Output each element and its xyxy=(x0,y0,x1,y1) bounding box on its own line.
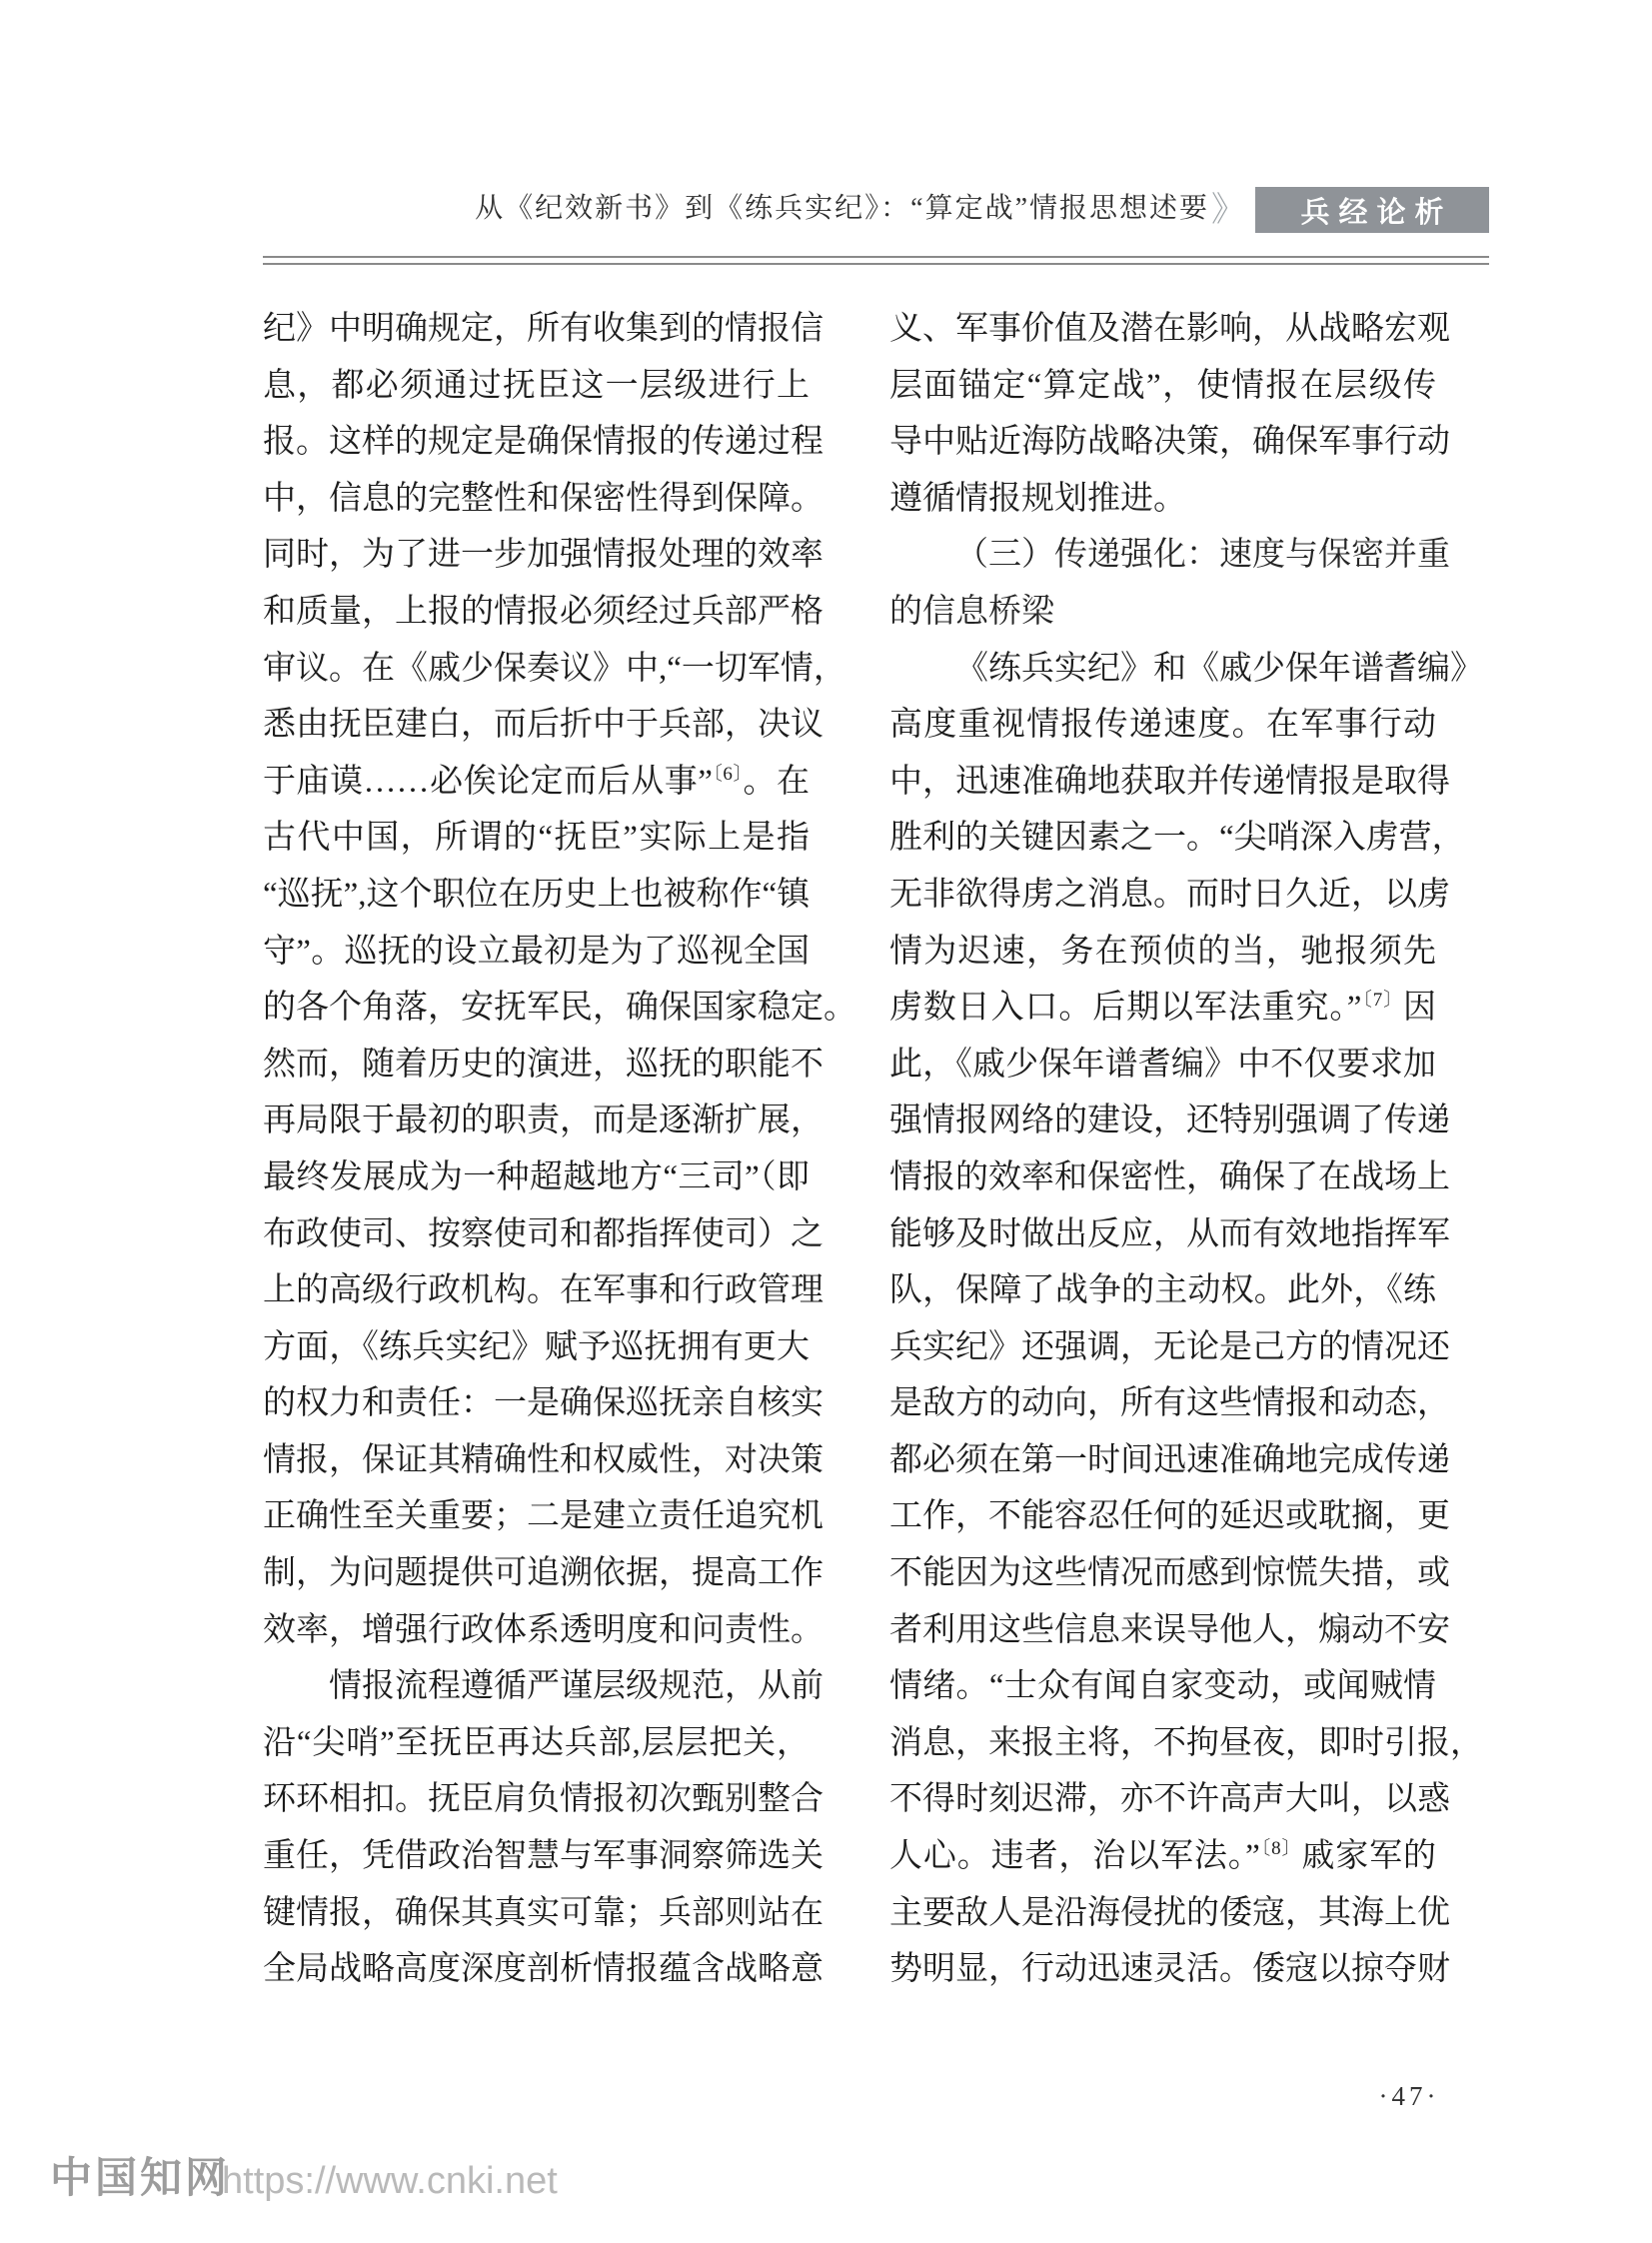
subsection-heading-line: 的信息桥梁 xyxy=(889,593,1054,630)
quote-text: 人心。违者，治以军法。” xyxy=(889,1838,1260,1875)
body-line: 古代中国，所谓的“抚臣”实际上是指 xyxy=(263,820,810,857)
paragraph-end-line: 遵循情报规划推进。 xyxy=(889,480,1186,517)
body-line: 报。这样的规定是确保情报的传递过程 xyxy=(263,424,824,461)
body-line: 制，为问题提供可追溯依据，提高工作 xyxy=(263,1555,824,1592)
footnote-ref: 〔8〕 xyxy=(1259,1838,1302,1860)
body-line: 是敌方的动向，所有这些情报和动态， xyxy=(889,1385,1450,1422)
footnote-ref: 〔6〕 xyxy=(712,763,744,785)
footnote-ref: 〔7〕 xyxy=(1361,990,1403,1012)
body-line: 高度重视情报传递速度。在军事行动 xyxy=(889,707,1436,744)
body-line: 能够及时做出反应，从而有效地指挥军 xyxy=(889,1215,1450,1252)
body-line: 导中贴近海防战略决策，确保军事行动 xyxy=(889,424,1450,461)
body-line: 中，信息的完整性和保密性得到保障。 xyxy=(263,480,824,517)
body-line: 无非欲得虏之消息。而时日久近，以虏 xyxy=(889,876,1450,913)
right-column xyxy=(889,301,1483,1998)
cnki-logo: 中国知网 xyxy=(50,2154,231,2201)
body-line: 再局限于最初的职责，而是逐渐扩展， xyxy=(263,1103,824,1139)
body-line: 的权力和责任：一是确保巡抚亲自核实 xyxy=(263,1385,824,1422)
body-line: 层面锚定“算定战”，使情报在层级传 xyxy=(889,367,1436,404)
body-line: 兵实纪》还强调，无论是己方的情况还 xyxy=(889,1328,1450,1365)
paragraph-start-line: 《练兵实纪》和《戚少保年谱耆编》 xyxy=(955,650,1483,687)
left-column xyxy=(263,301,856,1998)
body-text: 。在 xyxy=(743,763,810,800)
body-line: 者利用这些信息来误导他人，煽动不安 xyxy=(889,1611,1450,1648)
body-line: 情为迟速，务在预侦的当，驰报须先 xyxy=(889,933,1436,970)
section-badge: 兵经论析 xyxy=(1255,187,1489,233)
body-line: 胜利的关键因素之一。“尖哨深入虏营， xyxy=(889,820,1465,857)
body-line: 队，保障了战争的主动权。此外，《练 xyxy=(889,1272,1436,1309)
body-line: 效率，增强行政体系透明度和问责性。 xyxy=(263,1611,824,1648)
body-line: 同时，为了进一步加强情报处理的效率 xyxy=(263,537,824,574)
header-divider xyxy=(263,256,1489,265)
body-line: 纪》中明确规定，所有收集到的情报信 xyxy=(263,311,824,347)
body-line: 此，《戚少保年谱耆编》中不仅要求加 xyxy=(889,1046,1436,1083)
body-line: 审议。在《戚少保奏议》中,“一切军情， xyxy=(263,650,846,687)
body-line: 重任，凭借政治智慧与军事洞察筛选关 xyxy=(263,1838,824,1875)
body-text: 戚家军的 xyxy=(1301,1838,1436,1875)
body-line xyxy=(889,980,1436,1037)
body-line: 键情报，确保其真实可靠；兵部则站在 xyxy=(263,1894,824,1931)
cnki-url: https://www.cnki.net xyxy=(222,2160,558,2202)
body-line: 守”。巡抚的设立最初是为了巡视全国 xyxy=(263,933,810,970)
body-line: 沿“尖哨”至抚臣再达兵部,层层把关， xyxy=(263,1724,810,1761)
body-line: 工作，不能容忍任何的延迟或耽搁，更 xyxy=(889,1498,1450,1535)
body-line: 方面，《练兵实纪》赋予巡抚拥有更大 xyxy=(263,1328,810,1365)
body-line xyxy=(263,754,810,811)
body-line: 的各个角落，安抚军民，确保国家稳定。 xyxy=(263,990,856,1027)
body-line: 强情报网络的建设，还特别强调了传递 xyxy=(889,1103,1450,1139)
subsection-heading-line: （三）传递强化：速度与保密并重 xyxy=(955,537,1450,574)
body-line: 中，迅速准确地获取并传递情报是取得 xyxy=(889,763,1450,800)
body-line: 正确性至关重要；二是建立责任追究机 xyxy=(263,1498,824,1535)
body-line: 情绪。“士众有闻自家变动，或闻贼情 xyxy=(889,1668,1436,1705)
body-line: 上的高级行政机构。在军事和行政管理 xyxy=(263,1272,824,1309)
chevron-icon: 》 xyxy=(1211,191,1245,229)
body-line: 然而，随着历史的演进，巡抚的职能不 xyxy=(263,1046,824,1083)
body-line: 主要敌人是沿海侵扰的倭寇，其海上优 xyxy=(889,1894,1450,1931)
body-line: 消息，来报主将，不拘昼夜，即时引报， xyxy=(889,1724,1483,1761)
body-line: 不得时刻迟滞，亦不许高声大叫，以惑 xyxy=(889,1781,1450,1818)
body-line: 都必须在第一时间迅速准确地完成传递 xyxy=(889,1441,1450,1478)
body-line: 义、军事价值及潜在影响，从战略宏观 xyxy=(889,311,1450,347)
body-line: 环环相扣。抚臣肩负情报初次甄别整合 xyxy=(263,1781,824,1818)
body-line: “巡抚”,这个职位在历史上也被称作“镇 xyxy=(263,876,811,913)
body-line: 和质量，上报的情报必须经过兵部严格 xyxy=(263,593,824,630)
body-line: 悉由抚臣建白，而后折中于兵部，决议 xyxy=(263,707,824,744)
body-line: 势明显，行动迅速灵活。倭寇以掠夺财 xyxy=(889,1951,1450,1988)
body-text: 因 xyxy=(1403,990,1436,1027)
body-line: 情报的效率和保密性，确保了在战场上 xyxy=(889,1158,1450,1195)
page-number: ·47· xyxy=(1378,2081,1440,2111)
article-title: 从《纪效新书》到《练兵实纪》：“算定战”情报思想述要 xyxy=(475,193,1209,224)
body-line: 全局战略高度深度剖析情报蕴含战略意 xyxy=(263,1951,824,1988)
quote-text: 虏数日入口。后期以军法重究。” xyxy=(889,990,1362,1027)
body-line: 息，都必须通过抚臣这一层级进行上 xyxy=(263,367,810,404)
body-line xyxy=(889,1828,1436,1885)
body-line: 布政使司、按察使司和都指挥使司）之 xyxy=(263,1215,824,1252)
quote-text: 于庙谟……必俟论定而后从事” xyxy=(263,763,713,800)
paragraph-start-line: 情报流程遵循严谨层级规范，从前 xyxy=(329,1668,824,1705)
body-line: 情报，保证其精确性和权威性，对决策 xyxy=(263,1441,824,1478)
body-line: 最终发展成为一种超越地方“三司”（即 xyxy=(263,1158,810,1195)
body-line: 不能因为这些情况而感到惊慌失措，或 xyxy=(889,1555,1450,1592)
